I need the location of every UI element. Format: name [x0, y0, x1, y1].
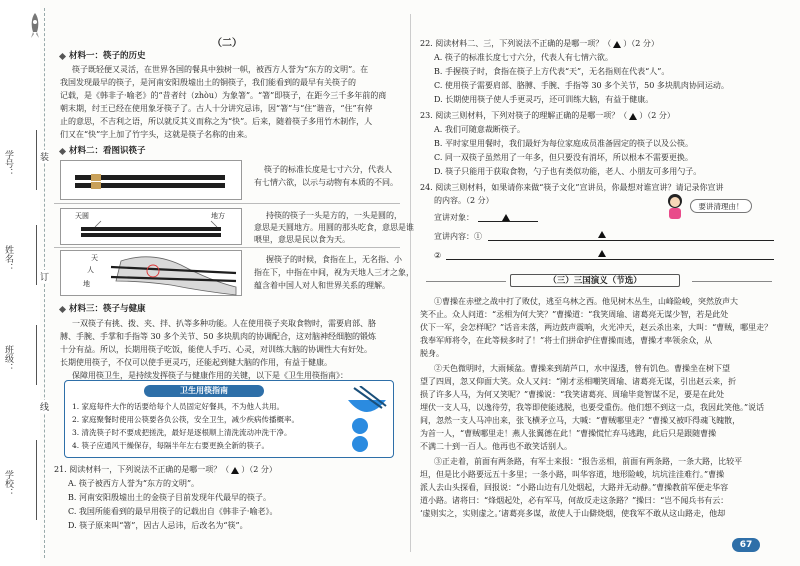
triangle-marker-icon: [231, 467, 239, 474]
school-blank: [36, 440, 37, 520]
decor-circle-icon: [352, 436, 368, 452]
q24-target-blank[interactable]: [478, 221, 538, 222]
label-tian-yuan: 天圆: [75, 212, 89, 220]
label-di-fang: 地方: [211, 212, 225, 220]
figure1-caption: 筷子的标准长度是七寸六分，代表人: [264, 165, 392, 174]
q24-content-blank-1[interactable]: [488, 240, 774, 241]
q21-option-a[interactable]: A. 筷子被西方人誉为“东方的文明”。: [68, 479, 200, 488]
triangle-marker-icon: [502, 214, 510, 221]
label-ren: 人: [87, 266, 94, 274]
q22-option-a[interactable]: A. 筷子的标准长度七寸六分，代表人有七情六欲。: [434, 53, 613, 62]
figure2-caption: 意思是天圆地方。用圆的那头吃食，意思是谁: [254, 223, 414, 232]
label-di: 地: [83, 280, 90, 288]
chopsticks-icon: [61, 161, 243, 201]
diamond-bullet-icon: [59, 305, 66, 312]
q21-option-b[interactable]: B. 河南安阳殷墟出土的金筷子目前发现年代最早的筷子。: [68, 493, 271, 502]
triangle-marker-icon: [613, 41, 621, 48]
passage-line: 埋伏一支人马，以逸待劳，我等即使能逃脱，也要受重伤。他们想不到这一点，我因此笑他。”说话: [420, 403, 765, 412]
q24-stem: 24. 阅读三则材料，如果请你来做“筷子文化”宣讲员，你最想对谁宣讲？请记录你宣讲: [420, 183, 724, 192]
q23-stem: 23. 阅读三则材料，下列对筷子的理解正确的是哪一项？（ ）（2 分）: [420, 111, 675, 120]
mat3-line: 长期使用筷子，不仅可以使手更灵巧，还能起到健大脑的作用，有益于健康。: [60, 358, 332, 367]
triangle-marker-icon: [598, 250, 606, 257]
mat3-line: 一双筷子有挑、拨、夹、拌、扒等多种功能。人在使用筷子夹取食物时，需要肩部、胳: [72, 319, 376, 328]
passage-line: 笑不止。众人问道：“丞相为何大笑？”曹操道：“我笑周瑜、诸葛亮无谋少智，若是此处: [420, 310, 729, 319]
mat1-line: 记载，是《韩非子·喻老》的“昔者纣（zhòu）为象箸”。“箸”即筷子，在距今三千多年前的商: [60, 91, 387, 100]
material-three-title: 材料三：筷子与健康: [60, 303, 146, 315]
q22-stem: 22. 阅读材料二、三，下列说法不正确的是哪一项？（ ）（2 分）: [420, 39, 659, 48]
page-number: 67: [732, 538, 760, 552]
figure3-caption: 蕴含着中国人对人和世界关系的理解。: [254, 281, 390, 290]
decor-circle-icon: [352, 418, 368, 434]
diamond-bullet-icon: [59, 52, 66, 59]
q24-stem-cont: 的内容。（2 分）: [434, 196, 494, 205]
guide-item: 4. 筷子应通风干燥保存，每隔半年左右要更换全新的筷子。: [72, 441, 270, 450]
q21-option-c[interactable]: C. 我国所能看到的最早用筷子的记载出自《韩非子·喻老》。: [68, 507, 278, 516]
figure2-caption: 喂里，意思是民以食为天。: [254, 235, 350, 244]
figure2-caption: 持筷的筷子一头是方的，一头是圆的，: [266, 211, 402, 220]
triangle-marker-icon: [629, 113, 637, 120]
class-label: 班级：: [3, 345, 13, 372]
divider-line: [692, 281, 772, 282]
guide-item: 1. 家庭每件大作的话要给每个人员固定好餐具，不为他人共用。: [72, 402, 285, 411]
section-title: （二）: [212, 38, 242, 49]
rocket-icon: [28, 12, 42, 40]
q23-option-b[interactable]: B. 平时家里用餐时，我们最好为每位家庭成员准备固定的筷子以及公筷。: [434, 139, 693, 148]
q21-stem: 21. 阅读材料一，下列说法不正确的是哪一项？（ ）（2 分）: [54, 465, 277, 474]
binding-strip: [0, 0, 40, 566]
bowl-chopsticks-icon: [342, 386, 392, 426]
material-two-title: 材料二：看图识筷子: [60, 145, 146, 157]
q23-option-d[interactable]: D. 筷子只能用于获取食物，勺子也有类似功能，老人、小朋友可多用勺子。: [434, 167, 702, 176]
student-id-label: 学号：: [3, 150, 13, 177]
binding-char-zhuang: 装: [40, 150, 49, 163]
student-name-label: 姓名：: [3, 245, 13, 272]
passage-line: ③正走着，前面有两条路，有军士来报：“报告丞相，前面有两条路，一条大路，比较平: [434, 457, 743, 466]
q24-target-label: 宣讲对象：: [434, 213, 474, 222]
id-blank: [36, 130, 37, 190]
figure1-caption: 有七情六欲，以示与动物有本质的不同。: [254, 178, 398, 187]
chopstick-figure-2: [54, 206, 414, 248]
divider-line: [426, 281, 506, 282]
figure3-caption: 握筷子的时候，食指在上，无名指、小: [266, 255, 402, 264]
passage-line: 不满二十到一百人。他再也不敢笑话别人。: [420, 442, 572, 451]
mat3-line: 膊、手腕、手掌和手指等 30 多个关节、50 多块肌肉的协调配合，这对脑神经细胞的锻炼: [60, 332, 376, 341]
label-tian: 天: [91, 254, 98, 262]
passage-line: ‘虚则实之，实则虚之。’诸葛亮多谋，故使人于山僻烧烟，使我军不敢从这山路走，他却: [420, 509, 726, 518]
passage-line: ①曹操在赤壁之战中打了败仗，逃至乌林之西。他见树木丛生，山峰险峻，突然放声大: [434, 297, 738, 306]
chopstick-figure-3: [54, 250, 414, 300]
cut-line: [44, 8, 45, 558]
passage-line: 脱身。: [420, 349, 444, 358]
triangle-marker-icon: [598, 231, 606, 238]
section-three-title: （三）三国演义（节选）: [510, 274, 680, 287]
mat1-line: 们又在“快”字上加了竹字头，这就是筷子名称的由来。: [60, 130, 253, 139]
column-divider: [410, 14, 411, 552]
binding-char-xian: 线: [40, 400, 49, 413]
diamond-bullet-icon: [59, 147, 66, 154]
girl-avatar-icon: [664, 192, 686, 220]
material-one-title: 材料一：筷子的历史: [60, 50, 146, 62]
binding-char-ding: 订: [40, 270, 49, 283]
guide-title: 卫生用筷指南: [144, 385, 264, 397]
mat1-line: 止的意思，不吉利之语，所以就反其义而称之为“快”。后来，随着筷子多用竹木制作，人: [60, 117, 373, 126]
mat1-line: 筷子既轻便又灵活，在世界各国的餐具中独树一帜，被西方人誉为“东方的文明”。在: [72, 65, 369, 74]
passage-line: 坦，但是比小路要远五十多里；一条小路，叫华容道，地形险峻，坑坑洼洼难行。”曹操: [420, 470, 725, 479]
q24-content-label: 宣讲内容：①: [434, 232, 482, 241]
q22-option-c[interactable]: C. 使用筷子需要肩部、胳膊、手腕、手指等 30 多个关节，50 多块肌肉协同运动。: [434, 81, 729, 90]
passage-line: 道小路。诸将曰：“烽烟起处，必有军马，何故反走这条路？”操曰：“岂不闻兵书有云：: [420, 496, 729, 505]
guide-item: 3. 清洗筷子时不要成把搓洗，最好是逐根顺上清洗流动冲洗干净。: [72, 428, 292, 437]
q24-circle-2: ②: [434, 251, 442, 260]
passage-line: 损了许多人马，为何又笑呢？”曹操说：“我笑诸葛亮、周瑜毕竟智谋不足，要是在此处: [420, 390, 725, 399]
mat3-line: 十分有益。所以，长期用筷子吃饭，能使人手巧、心灵，对训练大脑的协调性大有好处。: [60, 345, 372, 354]
passage-line: 我奉军师将令，在此等候多时了！”将士们拼命护住曹操而逃，曹操才率领余众，从: [420, 336, 713, 345]
passage-line: 派人去山头探看，回报说：“小路山边有几处烟起，大路并无动静。”曹操教前军便走华容: [420, 483, 729, 492]
mat1-line: 我国发现最早的筷子，是河南安阳殷墟出土的铜筷子，我们能看到的最早有关筷子的: [60, 78, 356, 87]
school-label: 学校：: [3, 470, 13, 497]
q23-option-c[interactable]: C. 同一双筷子虽然用了一年多，但只要没有消坏，所以根本不需要更换。: [434, 153, 693, 162]
q22-option-b[interactable]: B. 手握筷子时，食指在筷子上方代表“天”，无名指则在代表“人”。: [434, 67, 670, 76]
passage-line: 伏下一军，会怎样呢？”话音未落，两边鼓声震响，火光冲天，赵云杀出来，大叫：“曹贼，哪里走？: [420, 323, 773, 332]
passage-line: ②天色微明时，大雨倾盆。曹操来到葫芦口，水中湿透，曾有饥色。曹操坐在树下望: [434, 364, 730, 373]
hand-holding-chopsticks-image: [60, 250, 242, 296]
figure3-caption: 指在下，中指在中间，视为天地人三才之象，: [254, 268, 414, 277]
mat1-line: 朝末期，纣王已经在使用象牙筷子了。古人十分讲究忌讳，因“箸”与“住”谐音，“住”有停: [60, 104, 373, 113]
speech-bubble: 要讲清理由！: [690, 199, 752, 213]
guide-intro: 保障用筷卫生，是持续发挥筷子与健康作用的关键，以下是《卫生用筷指南》：: [72, 371, 348, 380]
name-blank: [36, 225, 37, 285]
chopstick-image: [60, 160, 242, 200]
q24-content-blank-2[interactable]: [446, 259, 774, 260]
guide-item: 2. 家庭聚餐时使用公筷要各负公筷，安全卫生，减少疾病传播概率。: [72, 415, 300, 424]
q22-option-d[interactable]: D. 长期使用筷子使人手更灵巧，还可训练大脑，有益于健康。: [434, 95, 654, 104]
passage-line: 为首一人，“曹贼哪里走！燕人张翼德在此！”曹操慌忙弃马逃跑，此后只是跟随曹操: [420, 429, 717, 438]
q21-option-d[interactable]: D. 筷子原来叫“箸”，因古人忌讳，后改名为“筷”。: [68, 521, 248, 530]
q23-option-a[interactable]: A. 我们可随意裁断筷子。: [434, 125, 525, 134]
passage-line: 间，忽然一支人马冲出来，张飞横矛立马，大喊：“曹贼哪里走？”曹操又被吓得魂飞魄散，: [420, 416, 741, 425]
class-blank: [36, 325, 37, 385]
chopstick-shape-image: [60, 208, 242, 245]
passage-line: 望了四周，忽又仰面大笑。众人又问：“刚才丞相嘲笑周瑜、诸葛亮无谋，引出赵云来，折: [420, 377, 737, 386]
chopstick-figure-1: [54, 158, 400, 204]
